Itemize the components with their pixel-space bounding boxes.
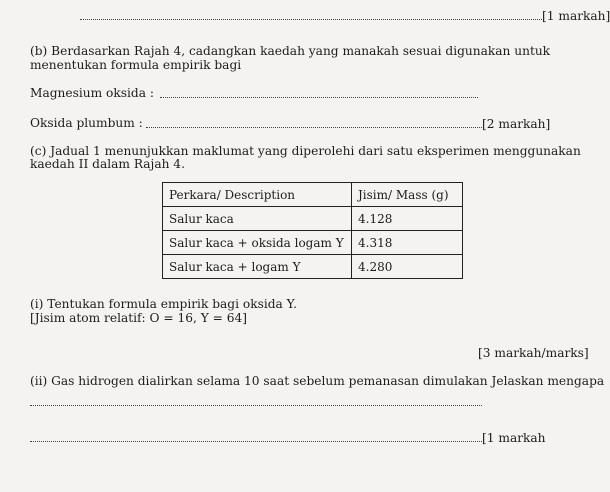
lead-oxide-label: Oksida plumbum :: [30, 116, 143, 130]
table-cell-mass: 4.280: [352, 255, 463, 279]
table-row: [163, 231, 463, 255]
mark-c-ii: [1 markah: [482, 431, 546, 445]
header-description: Perkara/ Description: [163, 183, 352, 207]
mark-c-i: [3 markah/marks]: [478, 346, 589, 360]
answer-line-c-ii-2[interactable]: [30, 441, 482, 442]
question-c-i-line1: (i) Tentukan formula empirik bagi oksida Y.: [30, 297, 298, 311]
table-row: [163, 207, 463, 231]
question-c-line2: kaedah II dalam Rajah 4.: [30, 157, 185, 171]
question-c-line1: (c) Jadual 1 menunjukkan maklumat yang diperolehi dari satu eksperimen menggunakan: [30, 144, 581, 158]
header-mass: Jisim/ Mass (g): [352, 183, 463, 207]
table-cell-mass: 4.128: [352, 207, 463, 231]
answer-line-c-ii-1[interactable]: [30, 405, 482, 406]
mark-b: [2 markah]: [482, 117, 551, 131]
question-b-line1: (b) Berdasarkan Rajah 4, cadangkan kaedah yang manakah sesuai digunakan untuk: [30, 44, 551, 58]
magnesium-oxide-label: Magnesium oksida :: [30, 86, 154, 100]
data-table: [162, 182, 463, 279]
question-c-ii-line1: (ii) Gas hidrogen dialirkan selama 10 saat sebelum pemanasan dimulakan Jelaskan mengapa: [30, 374, 605, 388]
table-cell-mass: 4.318: [352, 231, 463, 255]
table-header-row: [163, 183, 463, 207]
lead-oxide-answer-line[interactable]: [146, 127, 482, 128]
magnesium-oxide-answer-line[interactable]: [160, 97, 478, 98]
table-cell-description: Salur kaca: [163, 207, 352, 231]
question-c-i-line2: [Jisim atom relatif: O = 16, Y = 64]: [30, 311, 248, 325]
question-b-line2: menentukan formula empirik bagi: [30, 58, 242, 72]
mark-top: [1 markah]: [542, 9, 610, 23]
table-cell-description: Salur kaca + logam Y: [163, 255, 352, 279]
table-cell-description: Salur kaca + oksida logam Y: [163, 231, 352, 255]
answer-line-top[interactable]: [80, 19, 542, 20]
table-row: [163, 255, 463, 279]
